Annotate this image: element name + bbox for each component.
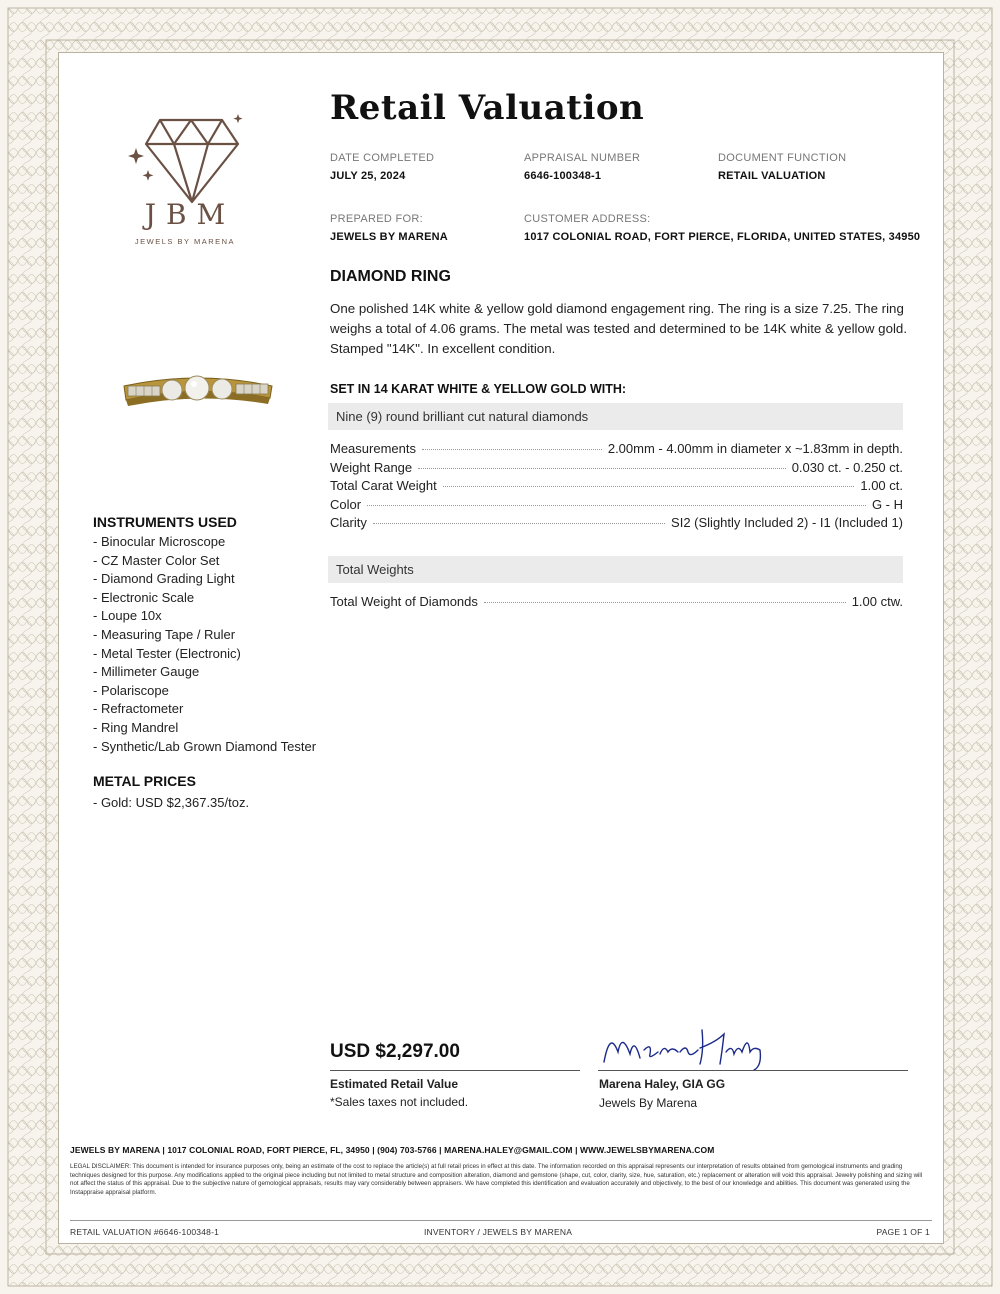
instrument-item: - Metal Tester (Electronic)	[93, 645, 241, 661]
total-weight-label: Total Weight of Diamonds	[330, 594, 478, 609]
total-weight-value: 1.00 ctw.	[851, 594, 903, 609]
instrument-item: - Measuring Tape / Ruler	[93, 626, 236, 642]
item-heading: DIAMOND RING	[330, 268, 451, 285]
signature-image	[600, 1022, 770, 1072]
appraisal-number-value: 6646-100348-1	[524, 170, 602, 182]
metal-price-item: - Gold: USD $2,367.35/toz.	[93, 795, 250, 810]
spec-value: SI2 (Slightly Included 2) - I1 (Included 1)	[671, 515, 903, 530]
logo-tagline: JEWELS BY MARENA	[134, 237, 236, 246]
prepared-for-label: PREPARED FOR:	[330, 213, 423, 225]
footer-inventory: INVENTORY / JEWELS BY MARENA	[424, 1227, 573, 1237]
instrument-item: - Millimeter Gauge	[93, 664, 200, 680]
customer-address-label: CUSTOMER ADDRESS:	[524, 213, 651, 225]
document-function-value: RETAIL VALUATION	[718, 170, 826, 182]
totals-bar	[328, 556, 903, 583]
set-heading: SET IN 14 KARAT WHITE & YELLOW GOLD WITH:	[330, 382, 627, 396]
instruments-heading: INSTRUMENTS USED	[93, 514, 237, 530]
footer-rule	[70, 1220, 932, 1221]
instrument-item: - Binocular Microscope	[93, 534, 226, 549]
spec-row	[330, 497, 903, 516]
signer-name: Marena Haley, GIA GG	[599, 1077, 726, 1091]
metal-prices-heading: METAL PRICES	[93, 773, 196, 789]
specs-table	[330, 441, 903, 534]
prepared-for-value: JEWELS BY MARENA	[330, 231, 448, 243]
valuation-amount: USD $2,297.00	[330, 1041, 460, 1062]
instruments-list	[93, 533, 316, 756]
spec-value: 1.00 ct.	[860, 478, 903, 493]
spec-value: 2.00mm - 4.00mm in diameter x ~1.83mm in depth.	[607, 441, 903, 456]
spec-label: Weight Range	[330, 459, 413, 475]
footer-page-number: PAGE 1 OF 1	[876, 1227, 930, 1237]
logo-monogram: JBM	[144, 198, 236, 231]
signature-rule	[598, 1070, 908, 1071]
appraisal-number-label: APPRAISAL NUMBER	[524, 152, 641, 164]
spec-row	[330, 478, 903, 497]
stones-bar-text: Nine (9) round brilliant cut natural diamonds	[336, 409, 589, 424]
instrument-item: - Diamond Grading Light	[93, 571, 235, 587]
spec-label: Measurements	[330, 441, 416, 456]
instrument-item: - Ring Mandrel	[93, 719, 179, 735]
valuation-label: Estimated Retail Value	[330, 1077, 459, 1091]
customer-address-value: 1017 COLONIAL ROAD, FORT PIERCE, FLORIDA, UNITED STATES, 34950	[524, 231, 921, 243]
spec-label: Color	[330, 496, 362, 512]
stones-bar	[328, 403, 903, 430]
totals-bar-text: Total Weights	[336, 562, 414, 577]
valuation-rule	[330, 1070, 580, 1071]
instrument-item: - Electronic Scale	[93, 589, 195, 605]
instrument-item: - Polariscope	[93, 682, 169, 698]
date-value: JULY 25, 2024	[330, 170, 406, 182]
date-label: DATE COMPLETED	[330, 152, 435, 164]
legal-disclaimer: LEGAL DISCLAIMER: This document is intended for insurance purposes only, being an estimate of the cost to replace the article(s) at full retail prices in effect at this date. The information recorded on this appraisal represents our interpretation of results obtained from gemological instruments and grading techniques designed for this purpose. Any modifications applied to the original piece including but not limited to metal structure and composition alteration, diamond and gemstone (shape, cut, color, clarity, size, hue, saturation, etc.) replacement or alteration will void this appraisal. Jewelry polishing and sizing will not affect the status of this appraisal. Due to the subjective nature of gemological appraisals, results may vary considerably between appraisers. We have completed this identification and evaluation accurately and objectively, to the best of our knowledge and abilities. This document was generated using the Instappraise appraisal platform.	[70, 1163, 923, 1196]
spec-label: Total Carat Weight	[330, 478, 437, 493]
spec-row	[330, 515, 903, 534]
instrument-item: - Loupe 10x	[93, 608, 162, 624]
document-title: Retail Valuation	[330, 88, 645, 128]
diamond-icon	[122, 110, 248, 206]
footer-contact: JEWELS BY MARENA | 1017 COLONIAL ROAD, FORT PIERCE, FL, 34950 | (904) 703-5766 | MARENA.HALEY@GMAIL.COM | WWW.JEWELSBYMARENA.COM	[70, 1145, 715, 1155]
spec-value: 0.030 ct. - 0.250 ct.	[791, 459, 903, 475]
document-function-label: DOCUMENT FUNCTION	[718, 152, 847, 164]
total-weight-row	[330, 594, 903, 613]
valuation-note: *Sales taxes not included.	[330, 1095, 469, 1109]
footer-doc-id: RETAIL VALUATION #6646-100348-1	[70, 1227, 220, 1237]
signer-company: Jewels By Marena	[599, 1096, 698, 1110]
instrument-item: - Refractometer	[93, 701, 184, 717]
spec-row	[330, 460, 903, 479]
spec-label: Clarity	[330, 515, 367, 530]
item-description: One polished 14K white & yellow gold diamond engagement ring. The ring is a size 7.25. The ring weighs a total of 4.06 grams. The metal was tested and determined to be 14K white & yellow gold. Stamped "14K". In excellent condition.	[330, 301, 908, 356]
ring-image	[118, 362, 278, 424]
instrument-item: - CZ Master Color Set	[93, 552, 220, 568]
metal-prices-list	[93, 794, 249, 813]
spec-row	[330, 441, 903, 460]
instrument-item: - Synthetic/Lab Grown Diamond Tester	[93, 738, 317, 754]
spec-value: G - H	[871, 496, 903, 512]
